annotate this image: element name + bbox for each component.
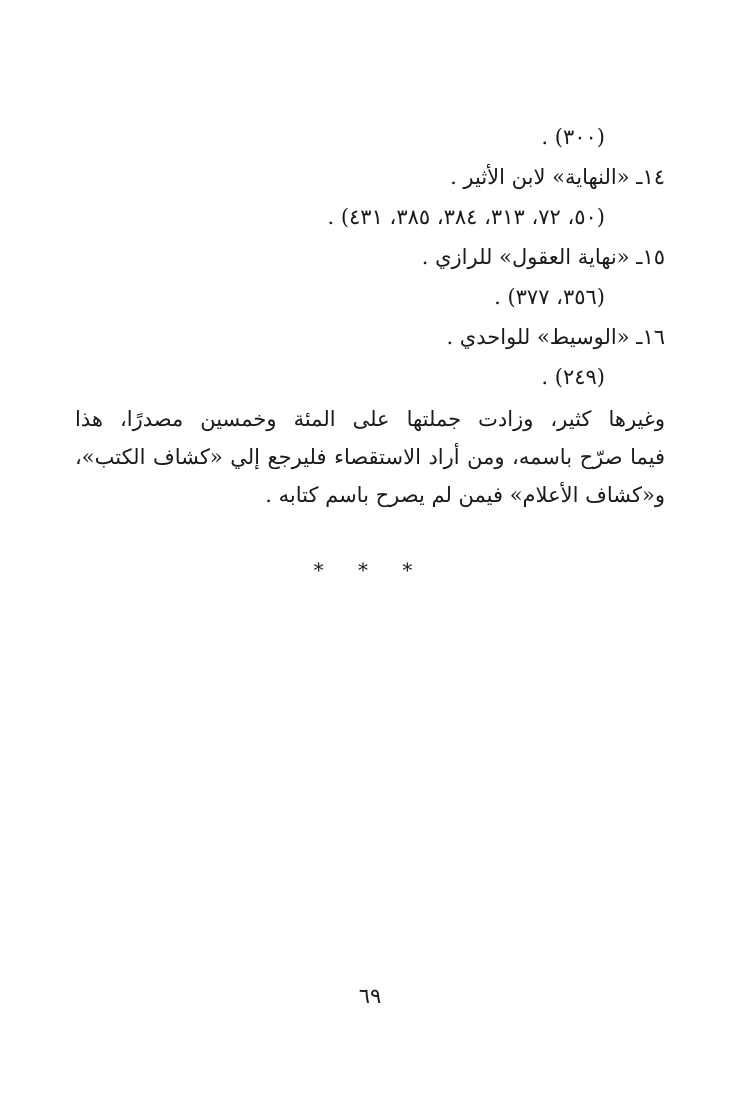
entry-16-title: ١٦ـ «الوسيط» للواحدي . bbox=[446, 325, 665, 349]
closing-paragraph bbox=[75, 400, 665, 514]
paragraph-line-1: وغيرها كثير، وزادت جملتها على المئة وخمسين مصدرًا، هذا bbox=[75, 407, 665, 431]
section-divider: * * * bbox=[313, 558, 427, 582]
entry-14-pages: (٥٠، ٧٢، ٣١٣، ٣٨٤، ٣٨٥، ٤٣١) . bbox=[327, 205, 605, 229]
entry-14-title: ١٤ـ «النهاية» لابن الأثير . bbox=[450, 165, 665, 189]
page-number: ٦٩ bbox=[358, 984, 382, 1008]
paragraph-line-3: و«كشاف الأعلام» فيمن لم يصرح باسم كتابه . bbox=[265, 483, 665, 507]
entry-16-pages: (٢٤٩) . bbox=[541, 365, 605, 389]
entry-13-pages: (٣٠٠) . bbox=[541, 125, 605, 149]
entry-15-pages: (٣٥٦، ٣٧٧) . bbox=[494, 285, 605, 309]
entry-15-title: ١٥ـ «نهاية العقول» للرازي . bbox=[421, 245, 665, 269]
paragraph-line-2: فيما صرّح باسمه، ومن أراد الاستقصاء فليرجع إلي «كشاف الكتب»، bbox=[75, 445, 665, 469]
